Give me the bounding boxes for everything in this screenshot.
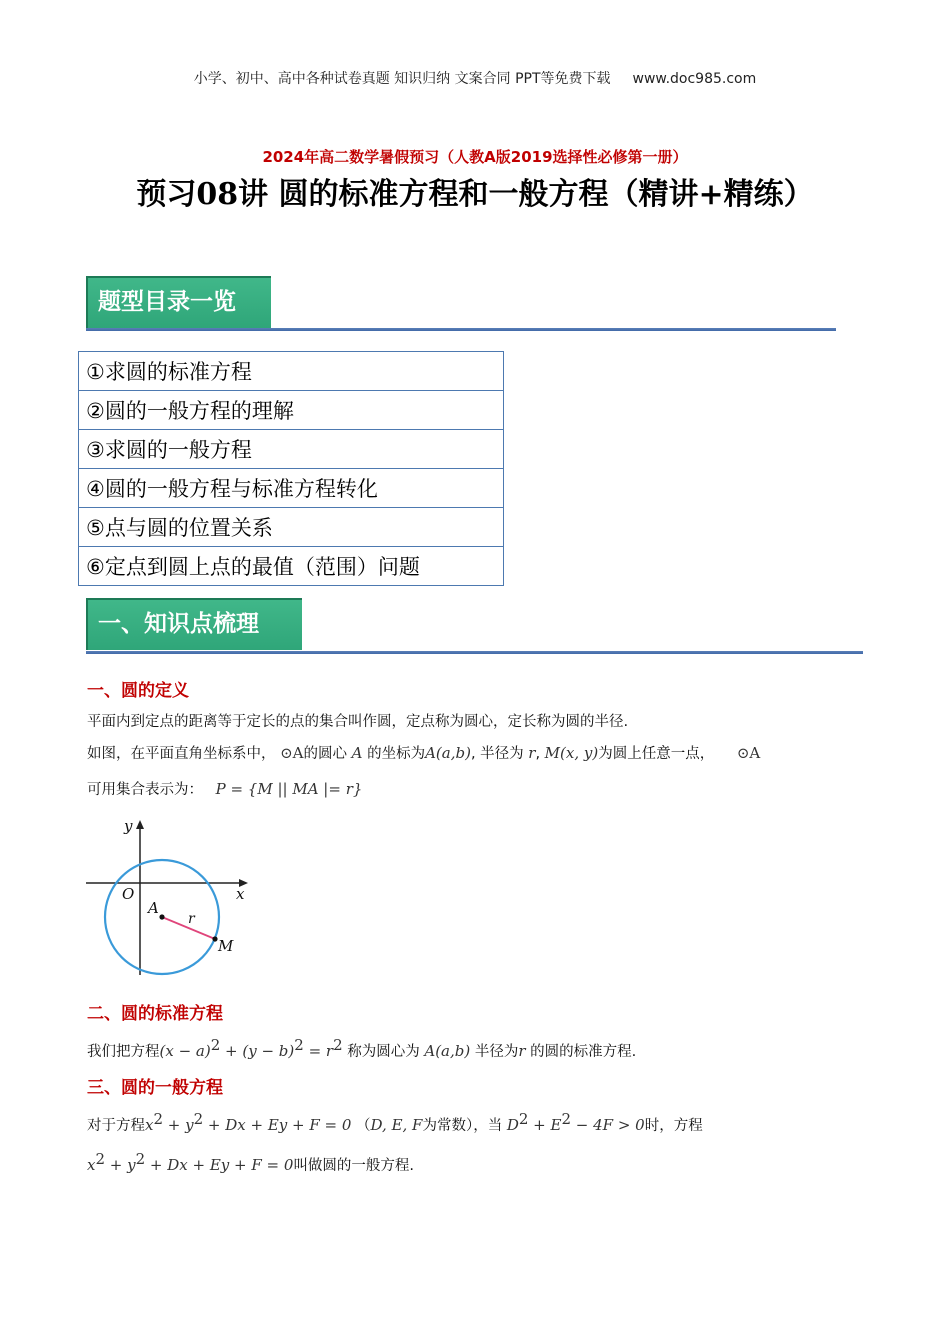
toc-item: ④圆的一般方程与标准方程转化	[79, 469, 504, 508]
toc-rule	[86, 328, 836, 331]
heading-definition: 一、圆的定义	[87, 681, 189, 701]
knowledge-banner: 一、知识点梳理	[86, 598, 302, 650]
m-label: M	[218, 937, 234, 955]
toc-item: ②圆的一般方程的理解	[79, 391, 504, 430]
y-axis-arrow-icon	[136, 820, 144, 829]
site-header	[0, 68, 950, 88]
general-paragraph-1: 对于方程$x^2 + y^2 + Dx + Ey + F = 0$ （D, E, F为常数），当 $D^2 + E^2 - 4F > 0$时，方程	[87, 1110, 703, 1134]
heading-standard: 二、圆的标准方程	[87, 1004, 223, 1024]
center-label: A	[148, 899, 159, 917]
point-m	[212, 936, 217, 941]
def-paragraph-3: 可用集合表示为： P = {M || MA |= r}	[87, 780, 363, 798]
header-text: 小学、初中、高中各种试卷真题 知识归纳 文案合同 PPT等免费下载	[193, 71, 611, 87]
heading-general: 三、圆的一般方程	[87, 1078, 223, 1098]
general-paragraph-2: $x^2 + y^2 + Dx + Ey + F = 0$叫做圆的一般方程.	[87, 1150, 415, 1174]
knowledge-rule	[86, 651, 863, 654]
radius-label: r	[188, 911, 195, 927]
center-point	[159, 914, 164, 919]
standard-paragraph: 我们把方程$(x - a)^2 + (y - b)^2 = r^2$ 称为圆心为 A(a,b) 半径为r 的圆的标准方程.	[87, 1036, 637, 1060]
x-label: x	[236, 885, 245, 903]
origin-label: O	[122, 885, 135, 903]
header-url[interactable]: www.doc985.com	[632, 71, 757, 87]
toc-table	[78, 351, 504, 586]
toc-banner: 题型目录一览	[86, 276, 271, 328]
toc-item: ⑥定点到圆上点的最值（范围）问题	[79, 547, 504, 586]
circle-figure	[84, 815, 254, 985]
def-paragraph-1: 平面内到定点的距离等于定长的点的集合叫作圆，定点称为圆心，定长称为圆的半径.	[87, 714, 629, 730]
toc-item: ⑤点与圆的位置关系	[79, 508, 504, 547]
doc-title: 预习08讲 圆的标准方程和一般方程（精讲+精练）	[136, 177, 814, 212]
toc-item: ①求圆的标准方程	[79, 352, 504, 391]
y-label: y	[124, 817, 133, 835]
toc-item: ③求圆的一般方程	[79, 430, 504, 469]
def-paragraph-2: 如图，在平面直角坐标系中， ⊙A的圆心 A 的坐标为A(a,b), 半径为 r, M(x, y)为圆上任意一点， ⊙A	[87, 744, 761, 762]
doc-subtitle: 2024年高二数学暑假预习（人教A版2019选择性必修第一册）	[262, 148, 688, 166]
